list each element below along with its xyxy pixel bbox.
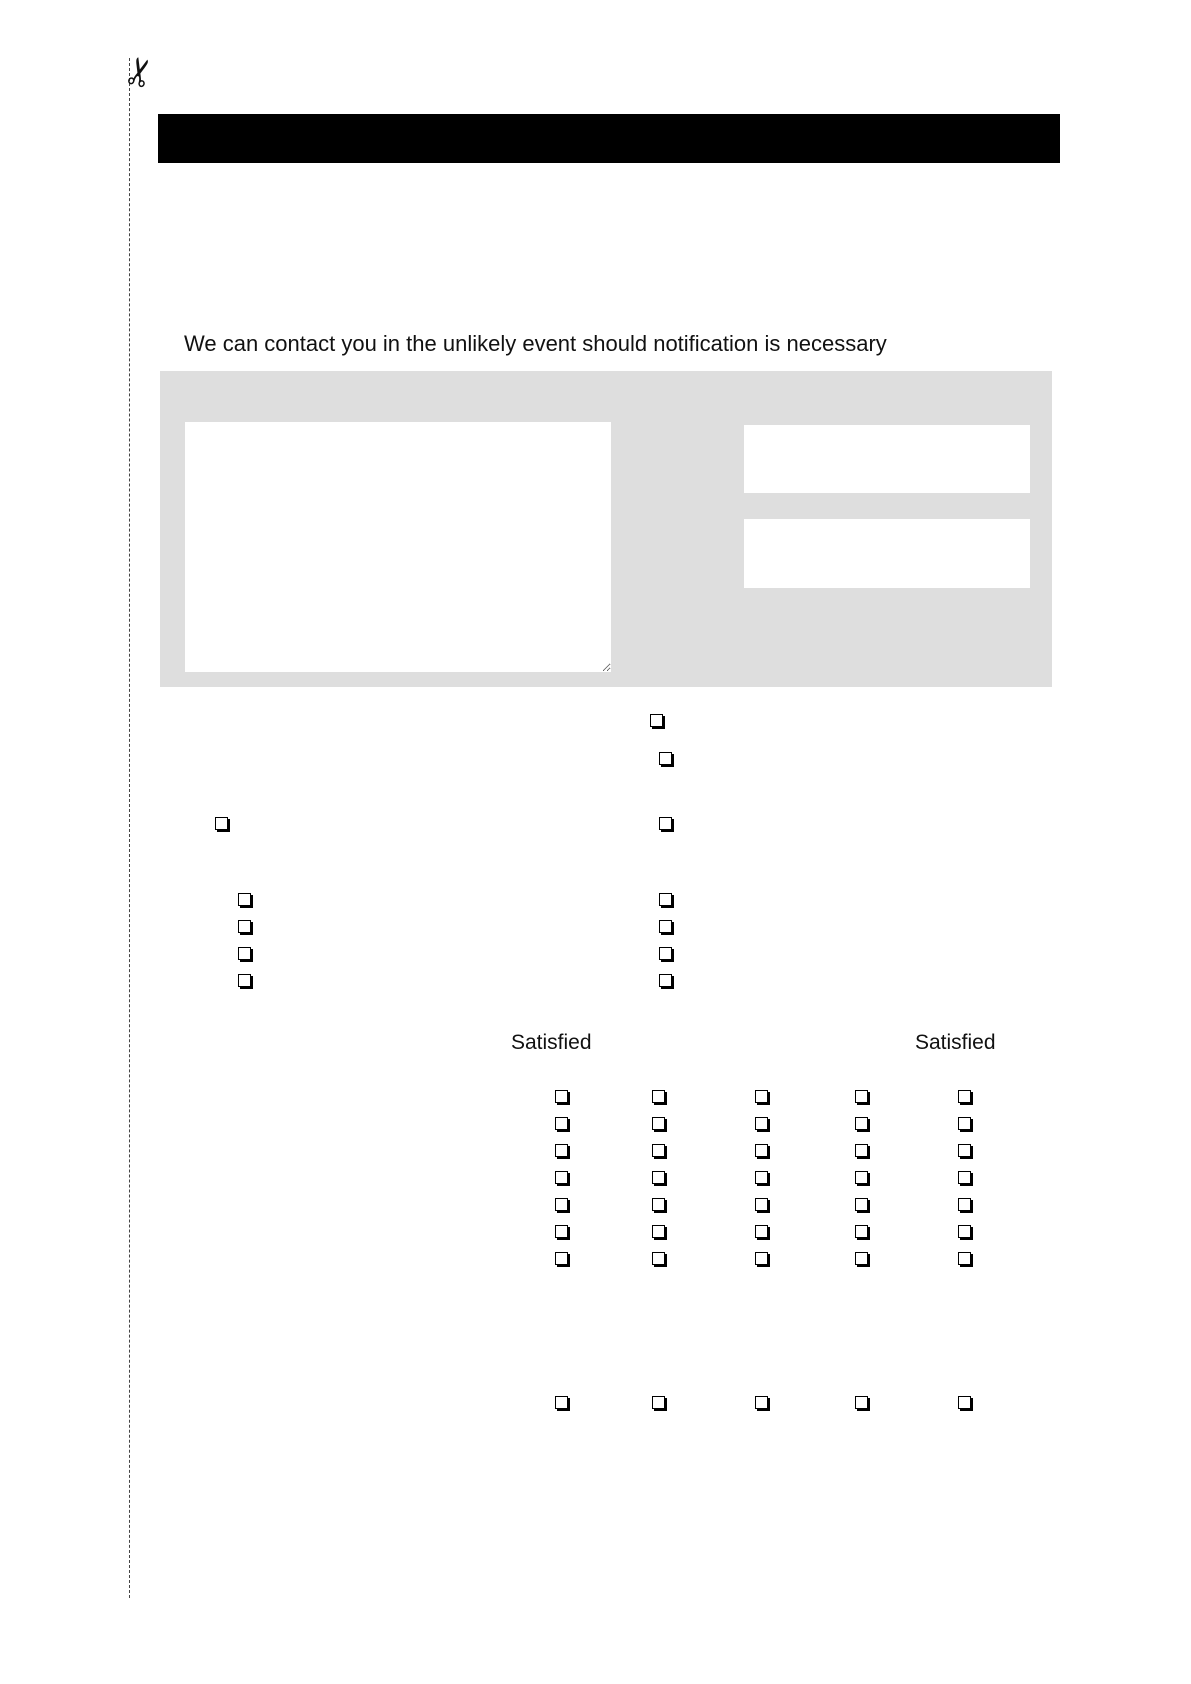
rating-checkbox-row4-col2[interactable] bbox=[652, 1171, 665, 1184]
rating-checkbox-row4-col5[interactable] bbox=[958, 1171, 971, 1184]
rating-checkbox-row7-col1[interactable] bbox=[555, 1252, 568, 1265]
rating-checkbox-row2-col4[interactable] bbox=[855, 1117, 868, 1130]
rating-checkbox-row1-col4[interactable] bbox=[855, 1090, 868, 1103]
rating-checkbox-row5-col5[interactable] bbox=[958, 1198, 971, 1211]
rating-checkbox-row2-col1[interactable] bbox=[555, 1117, 568, 1130]
rating-checkbox-row6-col3[interactable] bbox=[755, 1225, 768, 1238]
rating-checkbox-row6-col4[interactable] bbox=[855, 1225, 868, 1238]
rating-checkbox-row7-col2[interactable] bbox=[652, 1252, 665, 1265]
option-checkbox-r2[interactable] bbox=[659, 752, 672, 765]
option-checkbox-l3[interactable] bbox=[238, 920, 251, 933]
scale-label-low: Satisfied bbox=[511, 1031, 592, 1054]
rating-checkbox-row1-col1[interactable] bbox=[555, 1090, 568, 1103]
contact-details-panel bbox=[160, 371, 1052, 687]
rating-checkbox-row2-col3[interactable] bbox=[755, 1117, 768, 1130]
header-bar bbox=[158, 114, 1060, 163]
rating-checkbox-row5-col4[interactable] bbox=[855, 1198, 868, 1211]
option-checkbox-r7[interactable] bbox=[659, 974, 672, 987]
option-checkbox-r4[interactable] bbox=[659, 893, 672, 906]
rating-checkbox-row5-col2[interactable] bbox=[652, 1198, 665, 1211]
rating-checkbox-row3-col2[interactable] bbox=[652, 1144, 665, 1157]
contact-field-1[interactable] bbox=[744, 425, 1030, 493]
rating-checkbox-row3-col3[interactable] bbox=[755, 1144, 768, 1157]
rating-checkbox-row6-col5[interactable] bbox=[958, 1225, 971, 1238]
rating-checkbox-row3-col1[interactable] bbox=[555, 1144, 568, 1157]
rating-checkbox-row7-col5[interactable] bbox=[958, 1252, 971, 1265]
rating-checkbox-row8-col4[interactable] bbox=[855, 1396, 868, 1409]
rating-checkbox-row8-col5[interactable] bbox=[958, 1396, 971, 1409]
rating-checkbox-row4-col4[interactable] bbox=[855, 1171, 868, 1184]
cut-line bbox=[129, 58, 130, 1598]
rating-checkbox-row3-col4[interactable] bbox=[855, 1144, 868, 1157]
address-field[interactable] bbox=[185, 422, 611, 672]
rating-checkbox-row1-col3[interactable] bbox=[755, 1090, 768, 1103]
rating-checkbox-row7-col4[interactable] bbox=[855, 1252, 868, 1265]
scissors-icon: ✂ bbox=[114, 50, 166, 94]
option-checkbox-r1[interactable] bbox=[650, 714, 663, 727]
rating-checkbox-row5-col3[interactable] bbox=[755, 1198, 768, 1211]
option-checkbox-l1[interactable] bbox=[215, 817, 228, 830]
option-checkbox-l2[interactable] bbox=[238, 893, 251, 906]
rating-checkbox-row6-col1[interactable] bbox=[555, 1225, 568, 1238]
rating-checkbox-row8-col3[interactable] bbox=[755, 1396, 768, 1409]
rating-checkbox-row7-col3[interactable] bbox=[755, 1252, 768, 1265]
contact-notice: We can contact you in the unlikely event should notification is necessary bbox=[184, 331, 887, 356]
rating-checkbox-row2-col5[interactable] bbox=[958, 1117, 971, 1130]
option-checkbox-r3[interactable] bbox=[659, 817, 672, 830]
rating-checkbox-row1-col5[interactable] bbox=[958, 1090, 971, 1103]
rating-checkbox-row5-col1[interactable] bbox=[555, 1198, 568, 1211]
rating-checkbox-row8-col2[interactable] bbox=[652, 1396, 665, 1409]
option-checkbox-l4[interactable] bbox=[238, 947, 251, 960]
rating-checkbox-row4-col3[interactable] bbox=[755, 1171, 768, 1184]
option-checkbox-r5[interactable] bbox=[659, 920, 672, 933]
rating-checkbox-row4-col1[interactable] bbox=[555, 1171, 568, 1184]
rating-checkbox-row6-col2[interactable] bbox=[652, 1225, 665, 1238]
option-checkbox-r6[interactable] bbox=[659, 947, 672, 960]
contact-field-2[interactable] bbox=[744, 519, 1030, 588]
rating-checkbox-row3-col5[interactable] bbox=[958, 1144, 971, 1157]
scale-label-high: Satisfied bbox=[915, 1031, 996, 1054]
rating-checkbox-row8-col1[interactable] bbox=[555, 1396, 568, 1409]
rating-checkbox-row2-col2[interactable] bbox=[652, 1117, 665, 1130]
option-checkbox-l5[interactable] bbox=[238, 974, 251, 987]
rating-checkbox-row1-col2[interactable] bbox=[652, 1090, 665, 1103]
